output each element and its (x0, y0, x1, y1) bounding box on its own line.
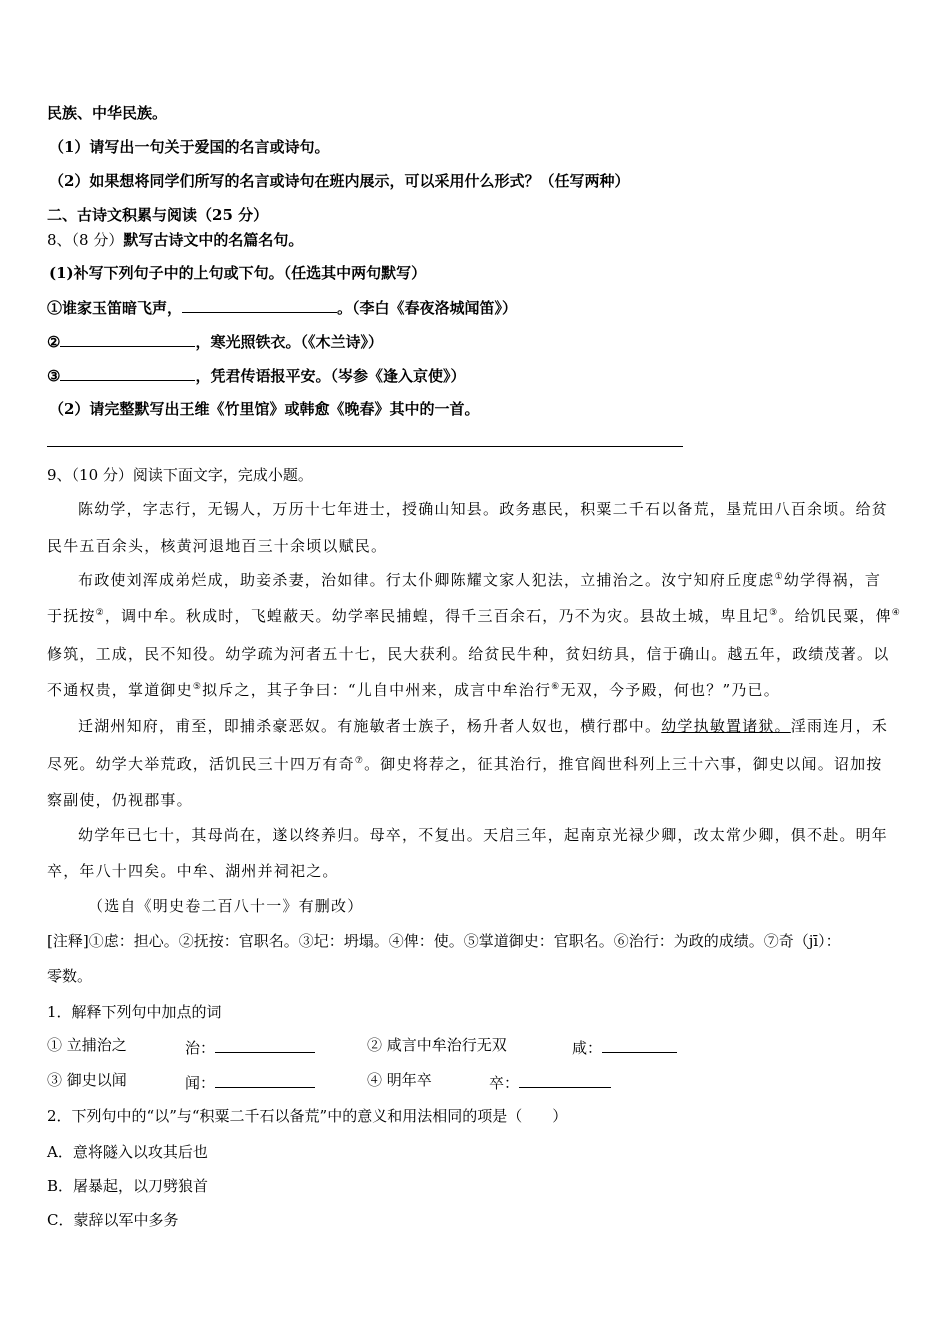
passage-line (47, 754, 883, 774)
item-marker: ③ (47, 367, 61, 385)
passage-text: 淫雨连月，禾 (790, 717, 889, 735)
vocab-word-label: 卒： (489, 1074, 520, 1092)
q9-heading (47, 465, 313, 485)
underlined-sentence: 幼学执敏置诸狱。 (661, 717, 791, 735)
item-text: ，寒光照铁衣。（《木兰诗》） (195, 333, 383, 351)
vocab-word-label: 闻： (185, 1074, 216, 1092)
footnote-mark: ⑤ (192, 682, 203, 692)
passage-source: （选自《明史卷二百八十一》有删改） (88, 897, 364, 915)
footnote-mark: ⑦ (354, 756, 365, 766)
answer-blank[interactable] (182, 297, 337, 313)
q8-sub1: (1)补写下列句子中的上句或下句。（任选其中两句默写） (49, 264, 427, 282)
footnote-mark: ⑥ (551, 682, 561, 692)
q8-item-1 (47, 297, 517, 318)
section-title: 二、古诗文积累与阅读（25 分） (47, 206, 269, 224)
footnote-mark: ③ (769, 608, 779, 618)
vocab-word (489, 1072, 611, 1093)
passage-text: 。给饥民粟，俾 (778, 607, 892, 625)
passage-text: 幼学得祸，言 (783, 571, 882, 589)
passage-text: 无双，今予殿，何也？”乃已。 (560, 681, 780, 699)
notes-line: 零数。 (47, 967, 93, 985)
q9-number: 9、 (47, 466, 72, 484)
q8-heading (47, 230, 303, 250)
q9-score: （10 分） (71, 466, 133, 484)
vocab-word (185, 1072, 315, 1093)
item-marker: ② (47, 333, 61, 351)
item-text: ，凭君传语报平安。（岑参《逢入京使》） (195, 367, 466, 385)
passage-text: ，调中牟。秋成时，飞蝗蔽天。幼学率民捕蝗，得千三百余石，乃不为灾。县故土城，卑且圮 (104, 607, 770, 625)
passage-line: 卒，年八十四矣。中牟、湖州并祠祀之。 (47, 862, 339, 880)
answer-blank[interactable] (60, 331, 195, 347)
option-c[interactable]: C．蒙辞以军中多务 (47, 1211, 179, 1229)
answer-line[interactable] (47, 446, 683, 447)
q9-sub1-title: 1．解释下列句中加点的词 (47, 1003, 222, 1021)
q9-title: 阅读下面文字，完成小题。 (132, 466, 313, 484)
footnote-mark: ④ (891, 608, 902, 618)
notes-line: [注释]①虑：担心。②抚按：官职名。③圮：坍塌。④俾：使。⑤掌道御史：官职名。⑥治行：为政的成绩。⑦奇（jī）： (47, 932, 841, 950)
passage-line (47, 606, 901, 626)
q8-item-2 (47, 331, 383, 352)
q9-sub2-title: 2．下列句中的“以”与“积粟二千石以备荒”中的意义和用法相同的项是（ ） (47, 1107, 568, 1125)
vocab-sentence: ④ 明年卒 (367, 1071, 432, 1089)
passage-line: 陈幼学，字志行，无锡人，万历十七年进士，授确山知县。政务惠民，积粟二千石以备荒，垦荒田八百余顷。给贫 (78, 500, 889, 518)
q8-item-3 (47, 365, 465, 386)
q8-number: 8、 (47, 231, 72, 249)
vocab-word-label: 咸： (572, 1039, 603, 1057)
item-text: ①谁家玉笛暗飞声， (47, 299, 183, 317)
vocab-sentence: ③ 御史以闻 (47, 1071, 127, 1089)
q8-sub2: （2）请完整默写出王维《竹里馆》或韩愈《晚春》其中的一首。 (49, 400, 480, 418)
q8-title: 默写古诗文中的名篇名句。 (123, 231, 304, 249)
text-line: 民族、中华民族。 (47, 104, 168, 122)
q8-score: （8 分） (71, 231, 124, 249)
passage-text: 于抚按 (47, 607, 96, 625)
option-b[interactable]: B．屠暴起，以刀劈狼首 (47, 1177, 209, 1195)
answer-blank[interactable] (215, 1037, 315, 1053)
passage-text: 拟斥之，其子争曰：“儿自中州来，成言中牟治行 (202, 681, 552, 699)
footnote-mark: ② (95, 608, 105, 618)
passage-text: 迁湖州知府，甫至，即捕杀豪恶奴。有施敏者士族子，杨升者人奴也，横行郡中。 (78, 717, 662, 735)
passage-line (47, 680, 780, 700)
passage-text: 。御史将荐之，征其治行，推官阎世科列上三十六事，御史以闻。诏加按 (364, 755, 883, 773)
passage-line: 幼学年已七十，其母尚在，遂以终养归。母卒，不复出。天启三年，起南京光禄少卿，改太常少卿，俱不赴。明年 (78, 826, 889, 844)
option-a[interactable]: A．意将隧入以攻其后也 (47, 1143, 208, 1161)
passage-text: 不通权贵，掌道御史 (47, 681, 193, 699)
vocab-word (572, 1037, 677, 1058)
vocab-word (185, 1037, 315, 1058)
passage-text: 尽死。幼学大举荒政，活饥民三十四万有奇 (47, 755, 355, 773)
question-1: （1）请写出一句关于爱国的名言或诗句。 (49, 138, 330, 156)
passage-line (78, 570, 881, 590)
passage-line: 修筑，工成，民不知役。幼学疏为河者五十七，民大获利。给贫民牛种，贫妇纺具，信于确山。越五年，政绩茂著。以 (47, 645, 890, 663)
answer-blank[interactable] (60, 365, 195, 381)
vocab-sentence: ① 立捕治之 (47, 1036, 127, 1054)
passage-line (78, 716, 888, 736)
question-2: （2）如果想将同学们所写的名言或诗句在班内展示，可以采用什么形式？（任写两种） (49, 172, 630, 190)
vocab-word-label: 治： (185, 1039, 216, 1057)
item-text: 。（李白《春夜洛城闻笛》） (337, 299, 518, 317)
answer-blank[interactable] (519, 1072, 611, 1088)
vocab-sentence: ② 咸言中牟治行无双 (367, 1036, 507, 1054)
passage-line: 民牛五百余头，核黄河退地百三十余顷以赋民。 (47, 537, 388, 555)
passage-text: 布政使刘浑成弟烂成，助妾杀妻，治如律。行太仆卿陈耀文家人犯法，立捕治之。汝宁知府丘度虑 (78, 571, 775, 589)
passage-line: 察副使，仍视郡事。 (47, 791, 193, 809)
footnote-mark: ① (774, 572, 784, 582)
answer-blank[interactable] (602, 1037, 677, 1053)
answer-blank[interactable] (215, 1072, 315, 1088)
